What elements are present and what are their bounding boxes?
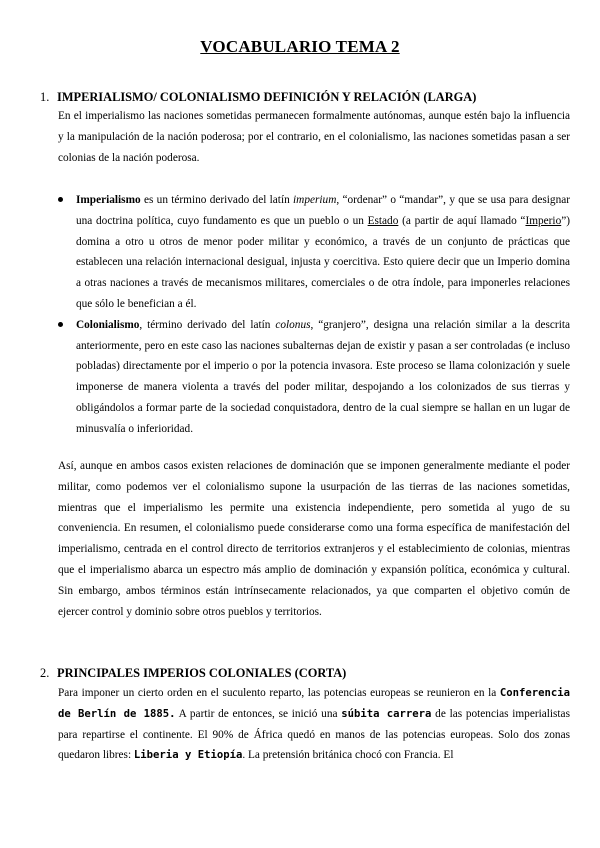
list-item-imperialismo bbox=[58, 190, 570, 315]
text-segment: , “granjero”, designa una relación similar a la descrita anteriormente, pero en este caso las naciones subalternas dejan de existir y pasan a ser controladas (e incluso pobladas) directamente por el imperio o por la potencia invasora. Este proceso se llama colonización y suele imponerse de manera violenta a través del poder militar, despojando a los colonizados de sus tierras y obligándolos a formar parte de la sociedad conquistadora, dentro de la cual siempre se hallan en un lugar de minusvalía o inferioridad. bbox=[76, 318, 570, 435]
section-1-heading bbox=[40, 90, 476, 105]
section-2-number: 2. bbox=[40, 666, 50, 680]
section-2-heading bbox=[40, 666, 346, 681]
section-1-number: 1. bbox=[40, 90, 50, 104]
document-title: VOCABULARIO TEMA 2 bbox=[200, 37, 400, 56]
section-1-conclusion: Así, aunque en ambos casos existen relaciones de dominación que se imponen generalmente mediante el poder militar, como podemos ver el colonialismo supone la usurpación de las tierras de las naciones sometidas, mientras que el imperialismo les permite una existencia independiente, pero sometida al yugo de su conveniencia. En resumen, el colonialismo puede considerarse como una forma específica de manifestación del imperialismo, centrada en el control directo de territorios extranjeros y el establecimiento de colonias, mientras que el imperialismo abarca un espectro más amplio de dominación y expansión política, económica y cultural. Sin embargo, ambos términos están intrínsecamente relacionados, ya que comparten el objetivo común de ejercer control y dominio sobre otros pueblos y territorios. bbox=[58, 460, 570, 618]
text-segment: (a partir de aquí llamado “ bbox=[398, 214, 526, 227]
bold-conferencia: Conferencia de Berlín de 1885. bbox=[58, 687, 570, 720]
section-2-title: PRINCIPALES IMPERIOS COLONIALES (CORTA) bbox=[57, 666, 347, 680]
latin-word: imperium bbox=[293, 194, 337, 206]
definitions-list bbox=[58, 190, 570, 440]
term-colonialismo: Colonialismo bbox=[76, 318, 140, 331]
section-1-title: IMPERIALISMO/ COLONIALISMO DEFINICIÓN Y RELACIÓN (LARGA) bbox=[57, 90, 477, 104]
link-estado[interactable]: Estado bbox=[367, 214, 399, 227]
latin-word: colonus bbox=[275, 318, 311, 331]
text-segment: es un término derivado del latín bbox=[140, 194, 294, 206]
bold-subita-carrera: súbita carrera bbox=[341, 707, 432, 720]
text-segment: , “ordenar” o “mandar”, y que se usa para designar una doctrina política, cuyo fundamento es que un pueblo o un bbox=[76, 194, 570, 227]
text-segment: ”) domina a otro u otros de menor poder militar y económico, a través de un conjunto de prácticas que establecen una relación internacional desigual, injusta y coercitiva. Esto quiere decir que un Imperio domina a otras naciones a través de mecanismos militares, comerciales o de otra índole, para imponerles relaciones que sólo le benefician a él. bbox=[76, 214, 570, 310]
text-segment: . La pretensión británica chocó con Francia. El bbox=[242, 749, 454, 762]
term-imperialismo: Imperialismo bbox=[76, 194, 141, 206]
section-1-intro: En el imperialismo las naciones sometidas permanecen formalmente autónomas, aunque estén bajo la influencia y la manipulación de la nación poderosa; por el contrario, en el colonialismo, las naciones sometidas pasan a ser colonias de la nación poderosa. bbox=[58, 110, 570, 164]
list-item-colonialismo bbox=[58, 315, 570, 440]
link-imperio[interactable]: Imperio bbox=[525, 214, 562, 227]
bullet-icon bbox=[58, 197, 63, 202]
section-2-paragraph bbox=[58, 683, 570, 766]
bold-liberia-etiopia: Liberia y Etiopía bbox=[133, 749, 243, 762]
text-segment: A partir de entonces, se inició una bbox=[175, 707, 342, 720]
text-segment: de las potencias imperialistas para repartirse el continente. El 90% de África quedó en manos de las potencias europeas. Solo dos zonas quedaron libres: bbox=[58, 707, 570, 762]
bullet-icon bbox=[58, 322, 63, 327]
text-segment: Para imponer un cierto orden en el suculento reparto, las potencias europeas se reunieron en la bbox=[58, 687, 500, 699]
text-segment: , término derivado del latín bbox=[139, 318, 276, 331]
